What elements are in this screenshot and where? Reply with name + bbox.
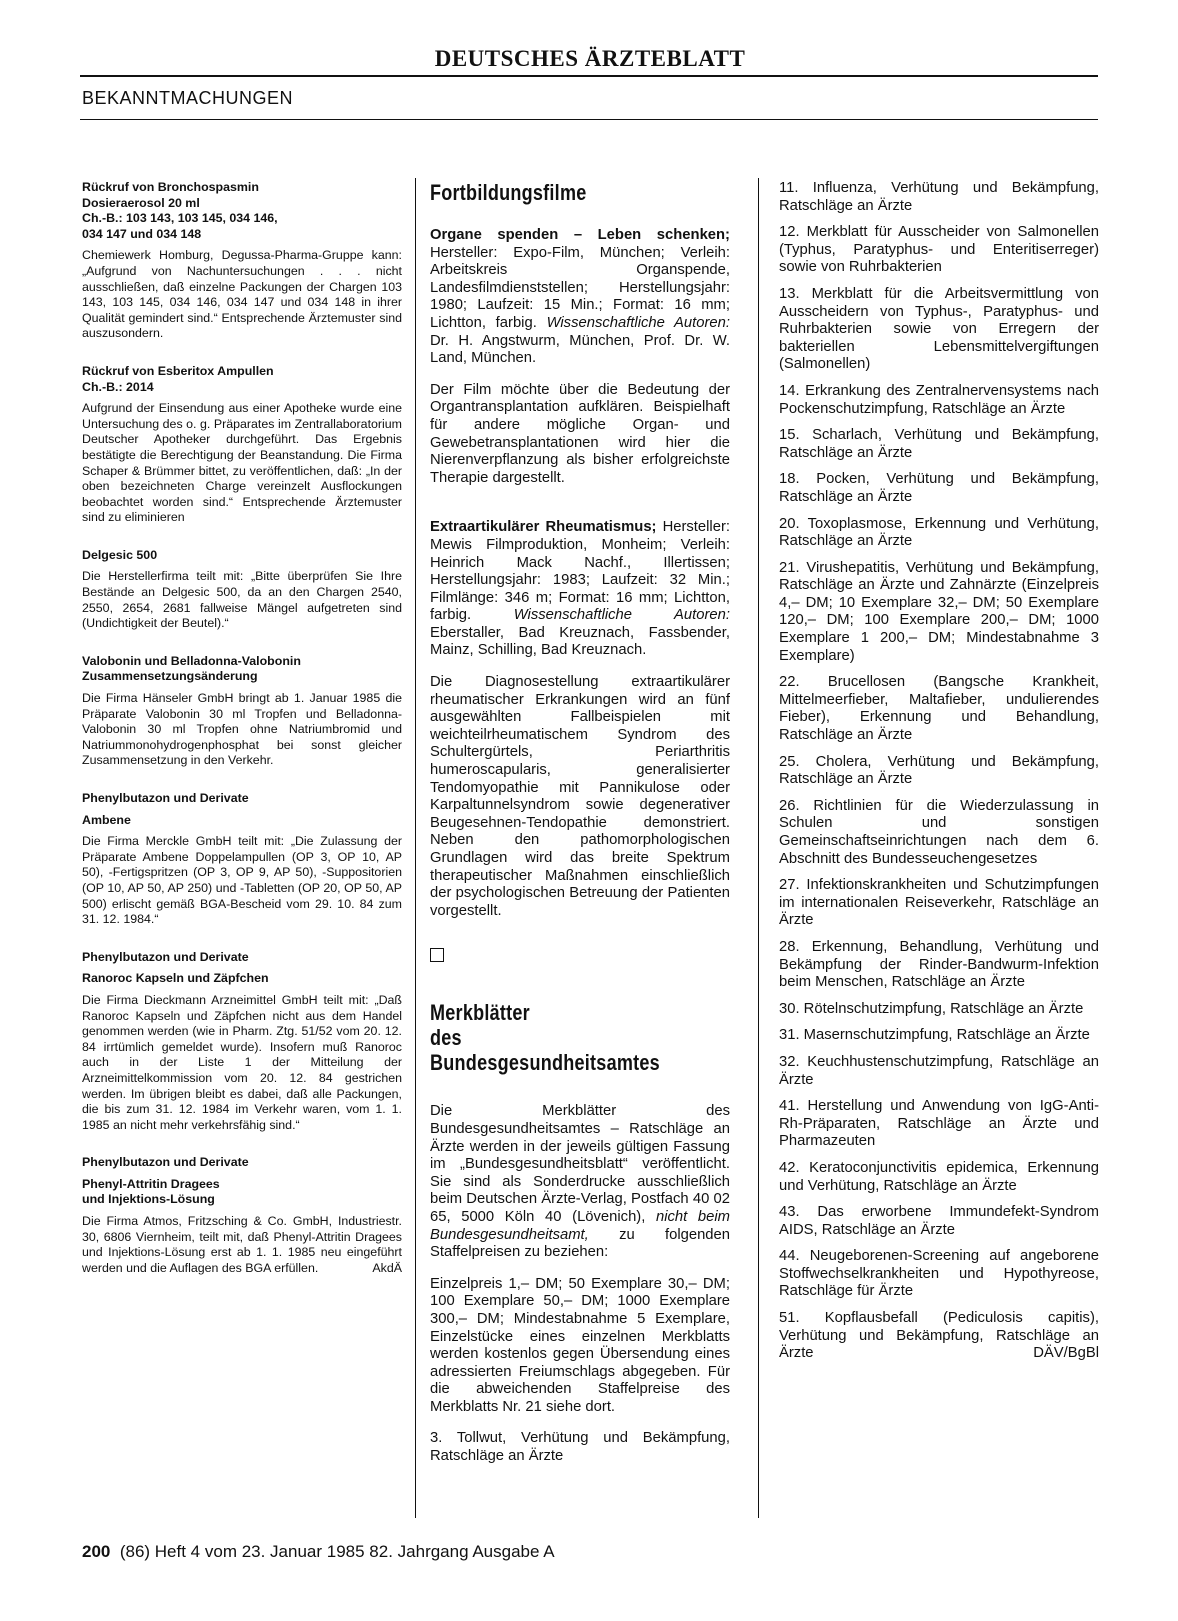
page-number: 200 [82,1542,111,1561]
notice-body: Die Firma Merckle GmbH teilt mit: „Die Zulassung der Präparate Ambene Doppelampullen (OP 3, OP 10, AP 50), -Fertigspritzen (OP 3, OP 9, AP 50), -Suppositorien (OP 10, AP 50, AP 250) und -Tabletten (OP 20, OP 50, AP 500) erlischt gemäß BGA-Bescheid vom 29. 10. 84 zum 31. 12. 1984.“ [82,834,402,927]
merkblatt-item: 15. Scharlach, Verhütung und Bekämpfung, Ratschläge an Ärzte [779,427,1099,461]
merkblatt-item: 3. Tollwut, Verhütung und Bekämpfung, Ratschläge an Ärzte [430,1430,730,1465]
merkblaetter-intro [430,1103,730,1261]
notice [82,1155,402,1276]
intro-text-end: zu folgenden Staffelpreisen zu beziehen: [430,1226,730,1261]
merkblatt-item: 42. Keratoconjunctivitis epidemica, Erkennung und Verhütung, Ratschläge an Ärzte [779,1159,1099,1194]
issue-info: (86) Heft 4 vom 23. Januar 1985 82. Jahrgang Ausgabe A [119,1542,555,1561]
merkblatt-item: 22. Brucellosen (Bangsche Krankheit, Mittelmeerfieber, Maltafieber, undulierendes Fieber), Erkennung und Behandlung, Ratschläge an Ärzte [779,674,1099,744]
notice-body [82,1214,402,1276]
signature: DÄV/BgBl [1033,1345,1099,1362]
merkblatt-item: 11. Influenza, Verhütung und Bekämpfung, Ratschläge an Ärzte [779,180,1099,214]
column-merkblatt-list [779,180,1099,1363]
film-credits: Hersteller: Mewis Filmproduktion, Monheim; Verleih: Heinrich Mack Nachf., Illertissen; Herstellungsjahr: 1983; Laufzeit: 32 Min.; Filmlänge: 346 m; Format: 16 mm; Lichtton, farbig. [430,519,730,624]
notice-subtitle: Phenyl-Attritin Dragees und Injektions-Lösung [82,1176,220,1207]
notice-subtitle: Ambene [82,812,131,827]
merkblatt-item: 31. Masernschutzimpfung, Ratschläge an Ärzte [779,1027,1090,1044]
heading-merkblaetter: Merkblätter des Bundesgesundheitsamtes [430,1000,660,1076]
column-notices [82,180,402,1298]
notice [82,364,402,526]
notice-body: Die Firma Dieckmann Arzneimittel GmbH teilt mit: „Daß Ranoroc Kapseln und Zäpfchen nicht aus dem Handel genommen werden (wie in Pharm. Ztg. 51/52 vom 20. 12. 84 irrtümlich gemeldet wurde). Insofern muß Ranoroc auch in der Liste 1 der Mitteilung der Arzneimittelkommission vom 20. 12. 84 gestrichen werden. Im übrigen bleibt es dabei, daß alle Packungen, die bis zum 31. 12. 1984 im Verkehr waren, vom 1. 1. 1985 an nicht mehr verkehrsfähig sind.“ [82,992,402,1132]
film-credits: Hersteller: Expo-Film, München; Verleih: Arbeitskreis Organspende, Landesfilmdienststellen; Herstellungsjahr: 1980; Laufzeit: 15 Min.; Format: 16 mm; Lichtton, farbig. [430,244,730,331]
masthead: DEUTSCHES ÄRZTEBLATT [434,46,746,71]
intro-text: Die Merkblätter des Bundesgesundheitsamtes – Ratschläge an Ärzte werden in der jeweils gültigen Fassung im „Bundesgesundheitsblatt“ veröffentlicht. Sie sind als Sonderdrucke ausschließlich beim Deutschen Ärzte-Verlag, Postfach 40 02 65, 5000 Köln 40 (Lövenich), [430,1103,730,1225]
merkblatt-item: 14. Erkrankung des Zentralnervensystems nach Pockenschutzimpfung, Ratschläge an Ärzte [779,382,1099,417]
film-description: Der Film möchte über die Bedeutung der Organtransplantation aufklären. Beispielhaft für andere mögliche Organ- und Gewebetransplantationen wird hier die Nierenverpflanzung als bisher erfolgreichste Therapie dargestellt. [430,381,730,486]
section-rule [80,119,1098,120]
notice-title: Rückruf von Esberitox Ampullen Ch.-B.: 2014 [82,363,274,394]
notice-title: Rückruf von Bronchospasmin Dosieraerosol 20 ml Ch.-B.: 103 143, 103 145, 034 146, 034 147 und 034 148 [82,180,278,241]
merkblatt-item: 18. Pocken, Verhütung und Bekämpfung, Ratschläge an Ärzte [779,471,1099,505]
merkblatt-item-text: 51. Kopflausbefall (Pediculosis capitis), Verhütung und Bekämpfung, Ratschläge an Ärzte [779,1310,1099,1362]
notice-title: Phenylbutazon und Derivate [82,949,249,964]
notice [82,180,402,342]
merkblaetter-prices: Einzelpreis 1,– DM; 50 Exemplare 30,– DM; 100 Exemplare 50,– DM; 1000 Exemplare 300,– DM; Mindestabnahme 5 Exemplare, Einzelstücke eines einzelnen Merkblatts werden kostenlos gegen Übersendung eines adressierten Freiumschlags abgegeben. Für die abweichenden Staffelpreise des Merkblatts Nr. 21 siehe dort. [430,1275,730,1415]
masthead-rule [80,75,1098,77]
merkblatt-item: 43. Das erworbene Immundefekt-Syndrom AIDS, Ratschläge an Ärzte [779,1204,1099,1238]
column-films [430,180,730,1480]
notice-body-text: Die Firma Atmos, Fritzsching & Co. GmbH, Industriestr. 30, 6806 Viernheim, teilt mit, daß Phenyl-Attritin Dragees und Injektions-Lösung erst ab 1. 1. 1985 neu eingeführt werden und die Auflagen des BGA erfüllen. [82,1214,402,1275]
film-authors-label: Wissenschaftliche Autoren: [546,314,730,331]
merkblatt-item: 44. Neugeborenen-Screening auf angeborene Stoffwechselkrankheiten und Hypothyreose, Ratschläge für Ärzte [779,1248,1099,1300]
section-title: BEKANNTMACHUNGEN [82,88,294,108]
merkblatt-item: 27. Infektionskrankheiten und Schutzimpfungen im internationalen Reiseverkehr, Ratschläge an Ärzte [779,877,1099,929]
notice-body: Chemiewerk Homburg, Degussa-Pharma-Gruppe kann: „Aufgrund von Nachuntersuchungen . . . nicht ausschließen, daß einzelne Packungen der Chargen 103 143, 103 145, 034 146, 034 147 und 034 148 in ihrer Qualität gemindert sind.“ Entsprechende Ärztemuster sind auszusondern. [82,248,402,341]
signature: AkdÄ [372,1260,402,1275]
column-divider-1 [415,178,416,1518]
notice-body: Die Herstellerfirma teilt mit: „Bitte überprüfen Sie Ihre Bestände an Delgesic 500, da an den Chargen 2540, 2550, 2654, 2681 fallweise Mängel aufgetreten sind (Undichtigkeit der Beutel).“ [82,569,402,631]
merkblatt-item: 13. Merkblatt für die Arbeitsvermittlung von Ausscheidern von Typhus-, Paratyphus- und Ruhrbakterien sowie von Erregern der bakteriellen Lebensmittelvergiftungen (Salmonellen) [779,285,1099,373]
notice [82,791,402,928]
film-authors: Dr. H. Angstwurm, München, Prof. Dr. W. Land, München. [430,332,730,367]
notice-title: Phenylbutazon und Derivate [82,791,249,805]
merkblatt-item: 28. Erkennung, Behandlung, Verhütung und Bekämpfung der Rinder-Bandwurm-Infektion beim Menschen, Ratschläge an Ärzte [779,938,1099,991]
merkblatt-item: 20. Toxoplasmose, Erkennung und Verhütung, Ratschläge an Ärzte [779,515,1099,550]
merkblatt-item: 30. Rötelnschutzimpfung, Ratschläge an Ärzte [779,1000,1084,1017]
merkblatt-item: 21. Virushepatitis, Verhütung und Bekämpfung, Ratschläge an Ärzte und Zahnärzte (Einzelpreis 4,– DM; 10 Exemplare 32,– DM; 50 Exemplare 120,– DM; 100 Exemplare 200,– DM; 1000 Exemplare 1 200,– DM; Mindestabnahme 3 Exemplare) [779,559,1099,664]
film-authors-label: Wissenschaftliche Autoren: [513,607,730,624]
merkblatt-item: 41. Herstellung und Anwendung von IgG-Anti-Rh-Präparaten, Ratschläge an Ärzte und Pharmazeuten [779,1098,1099,1150]
end-marker-box [430,948,444,962]
page-footer [82,1542,555,1562]
merkblatt-item [779,1310,1099,1363]
notice-title: Valobonin und Belladonna-Valobonin Zusammensetzungsänderung [82,653,301,684]
notice [82,950,402,1134]
merkblatt-item: 12. Merkblatt für Ausscheider von Salmonellen (Typhus, Paratyphus- und Enteritiserreger) sowie von Ruhrbakterien [779,224,1099,276]
heading-fortbildungsfilme: Fortbildungsfilme [430,180,587,205]
merkblatt-item: 32. Keuchhustenschutzimpfung, Ratschläge an Ärzte [779,1053,1099,1088]
film-title: Extraartikulärer Rheumatismus; [430,519,657,536]
intro-italic: nicht beim Bundesgesundheitsamt, [430,1208,730,1243]
notice-title: Phenylbutazon und Derivate [82,1155,249,1170]
column-divider-2 [758,178,759,1518]
notice-body: Aufgrund der Einsendung aus einer Apotheke wurde eine Untersuchung des o. g. Präparates im Zentrallaboratorium Deutscher Apotheker durchgeführt. Das Ergebnis bestätigte die Berechtigung der Beanstandung. Die Firma Schaper & Brümmer bittet, zu veröffentlichen, daß: „In der oben bezeichneten Charge vereinzelt Ausflockungen beobachtet worden sind.“ Entsprechende Ärztemuster sind zu eliminieren [82,401,402,525]
film-info [430,519,730,660]
film-title: Organe spenden – Leben schenken; [430,227,730,243]
notice-subtitle: Ranoroc Kapseln und Zäpfchen [82,971,269,986]
notice-title: Delgesic 500 [82,547,158,562]
notice-body: Die Firma Hänseler GmbH bringt ab 1. Januar 1985 die Präparate Valobonin 30 ml Tropfen und Belladonna-Valobonin 30 ml Tropfen ohne Natriumbromid und Natriummonohydrogenphosphat bei sonst gleicher Zusammensetzung in den Verkehr. [82,691,402,768]
notice [82,548,402,632]
merkblatt-item: 26. Richtlinien für die Wiederzulassung in Schulen und sonstigen Gemeinschaftseinrichtungen nach dem 6. Abschnitt des Bundesseuchengesetzes [779,797,1099,867]
notice [82,654,402,769]
film-authors: Eberstaller, Bad Kreuznach, Fassbender, Mainz, Schilling, Bad Kreuznach. [430,624,730,659]
film-description: Die Diagnosestellung extraartikulärer rheumatischer Erkrankungen wird an fünf ausgewählten Fallbeispielen mit weichteilrheumatischem Syndrom des Schultergürtels, Periarthritis humeroscapularis, generalisierter Tendomyopathie mit Pannikulose oder Karpaltunnelsyndrom sowie degenerativer Beugesehnen-Tendopathie demonstriert. Neben den pathomorphologischen Grundlagen wird das breite Spektrum therapeutischer Maßnahmen einschließlich der psychologischen Betreuung der Patienten vorgestellt. [430,674,730,919]
film-info [430,227,730,368]
merkblatt-item: 25. Cholera, Verhütung und Bekämpfung, Ratschläge an Ärzte [779,753,1099,788]
